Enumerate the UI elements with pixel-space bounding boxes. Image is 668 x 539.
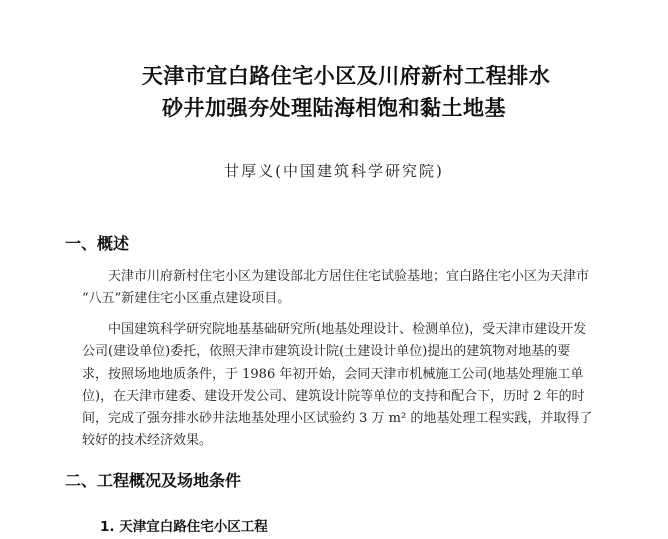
paragraph-line: 公司(建设单位)委托，依照天津市建筑设计院(土建设计单位)提出的建筑物对地基的要	[82, 344, 571, 360]
paragraph-line: 间，完成了强夯排水砂井法地基处理小区试验约 3 万 m² 的地基处理工程实践，并取得了	[82, 411, 593, 427]
paragraph-line: 天津市川府新村住宅小区为建设部北方居住住宅试验基地；宜白路住宅小区为天津市	[108, 269, 590, 284]
paragraph-line: 求，按照场地地质条件，于 1986 年初开始，会同天津市机械施工公司(地基处理施工单	[82, 366, 584, 382]
document-title-line-1: 天津市宜白路住宅小区及川府新村工程排水	[141, 64, 551, 88]
section-heading-overview: 一、概述	[65, 234, 130, 253]
paragraph-line: 位)，在天津市建委、建设开发公司、建筑设计院等单位的支持和配合下，历时 2 年的时	[82, 388, 585, 404]
subsection-heading: 1. 天津宜白路住宅小区工程	[100, 519, 268, 535]
section-heading-project-conditions: 二、工程概况及场地条件	[65, 471, 242, 490]
document-title-line-2: 砂井加强夯处理陆海相饱和黏土地基	[162, 96, 506, 120]
paragraph-line: 较好的技术经济效果。	[82, 433, 213, 449]
paragraph-line: “八五”新建住宅小区重点建设项目。	[82, 291, 291, 307]
paragraph-project	[82, 319, 668, 453]
author-line: 甘厚义(中国建筑科学研究院)	[224, 162, 444, 180]
paragraph-intro	[82, 266, 668, 311]
paragraph-line: 中国建筑科学研究院地基基础研究所(地基处理设计、检测单位)，受天津市建设开发	[108, 322, 587, 337]
